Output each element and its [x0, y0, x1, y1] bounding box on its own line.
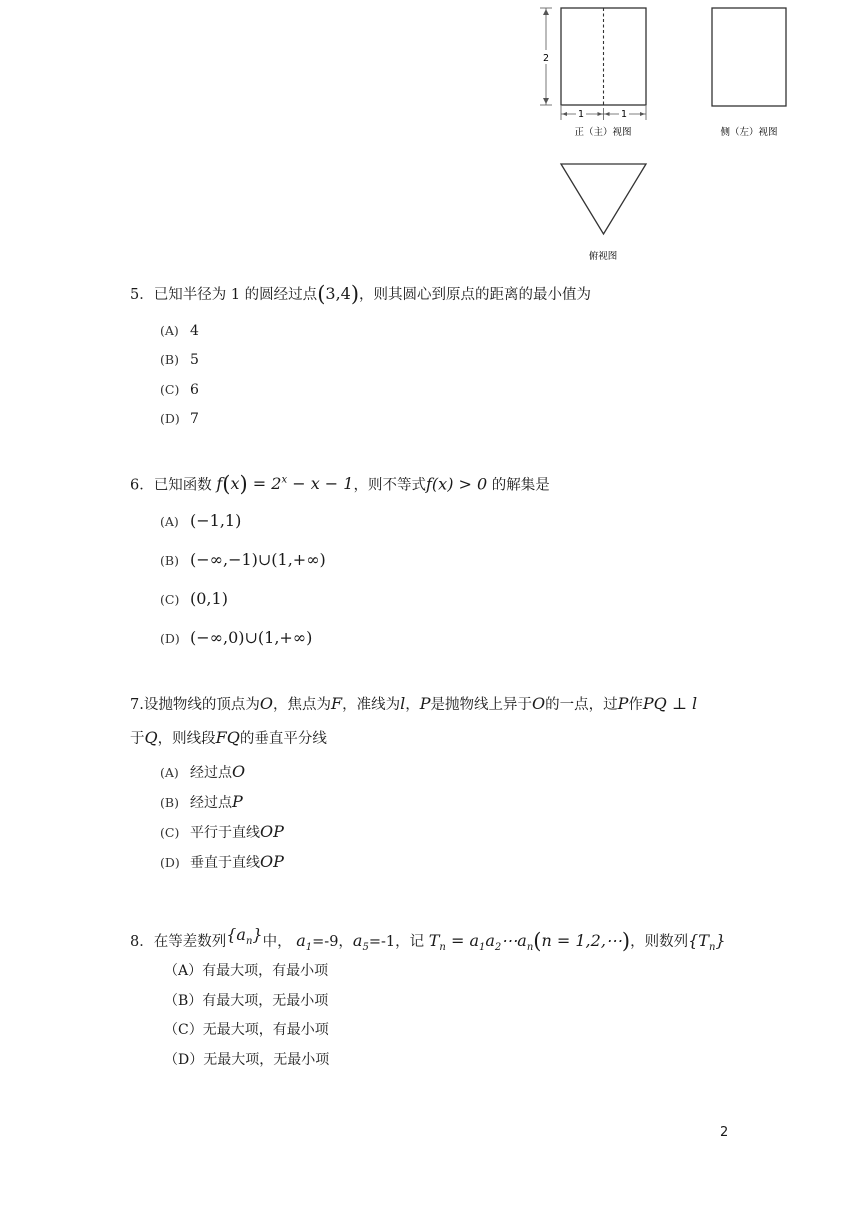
top-view-triangle	[561, 164, 646, 234]
question-number: 5．	[130, 287, 154, 303]
side-view-label: 侧（左）视图	[720, 127, 778, 138]
question-6: 6．已知函数 $f(x) = 2^x - x - 1$，则不等式f(x) > 0 的解集是	[130, 472, 550, 497]
sequence-a: $\{a_n\}$	[226, 925, 263, 948]
three-view-figure	[520, 0, 820, 270]
dimension-height: 2	[542, 53, 550, 64]
q5-option-c[interactable]: (C) 6	[160, 382, 199, 398]
q6-option-c[interactable]: (C) (0,1)	[160, 589, 228, 608]
q5-option-d[interactable]: (D) 7	[160, 411, 199, 427]
dimension-width-right: 1	[620, 109, 628, 120]
dimension-width-left: 1	[577, 109, 585, 120]
point-coordinates: (3,4)	[317, 282, 360, 306]
q7-option-c[interactable]: (C) 平行于直线OP	[160, 822, 284, 841]
q8-option-d[interactable]: （D）无最大项，无最小项	[164, 1052, 330, 1068]
page-number: 2	[720, 1125, 729, 1140]
q5-option-b[interactable]: (B) 5	[160, 352, 199, 368]
front-view-label: 正（主）视图	[574, 127, 632, 138]
inequality: f(x) > 0	[425, 474, 488, 494]
question-7-line-2: 于Q，则线段FQ的垂直平分线	[130, 728, 327, 747]
product-definition: $T_n$ = $a_1a_2\cdots a_n(n$ = 1,2,⋯)	[428, 929, 631, 954]
top-view-label: 俯视图	[588, 251, 618, 262]
question-5: 5．已知半径为 1 的圆经过点(3,4)，则其圆心到原点的距离的最小值为	[130, 282, 592, 306]
side-view-rect	[712, 8, 786, 106]
q8-option-c[interactable]: （C）无最大项，有最小项	[164, 1022, 329, 1038]
q7-option-d[interactable]: (D) 垂直于直线OP	[160, 852, 284, 871]
q8-option-b[interactable]: （B）有最大项，无最小项	[164, 993, 329, 1009]
q8-option-a[interactable]: （A）有最大项，有最小项	[164, 963, 329, 979]
question-8: 8．在等差数列$\{a_n\}$中， $a_1=-9$，$a_5=-1$，记 $T_n$ = $a_1a_2\cdots a_n(n$ = 1,2,⋯)，则数列$\{T_n\}$	[130, 925, 726, 954]
question-number: 8．	[130, 934, 154, 950]
question-number: 6．	[130, 477, 154, 494]
sequence-t: $\{T_n\}$	[688, 931, 726, 954]
front-view-rect	[561, 8, 646, 105]
q5-option-a[interactable]: (A) 4	[160, 323, 199, 339]
q6-option-a[interactable]: (A) (−1,1)	[160, 511, 242, 530]
q6-option-d[interactable]: (D) (−∞,0)∪(1,+∞)	[160, 628, 313, 647]
question-7-line-1: 7.设抛物线的顶点为O，焦点为F，准线为l，P是抛物线上异于O的一点，过P作PQ ⊥ l	[130, 694, 698, 713]
function-definition: $f(x) = 2^x - x - 1$	[216, 472, 354, 497]
q6-option-b[interactable]: (B) (−∞,−1)∪(1,+∞)	[160, 550, 326, 569]
question-number: 7.	[130, 697, 144, 713]
q7-option-b[interactable]: (B) 经过点P	[160, 792, 243, 811]
q7-option-a[interactable]: (A) 经过点O	[160, 762, 246, 781]
